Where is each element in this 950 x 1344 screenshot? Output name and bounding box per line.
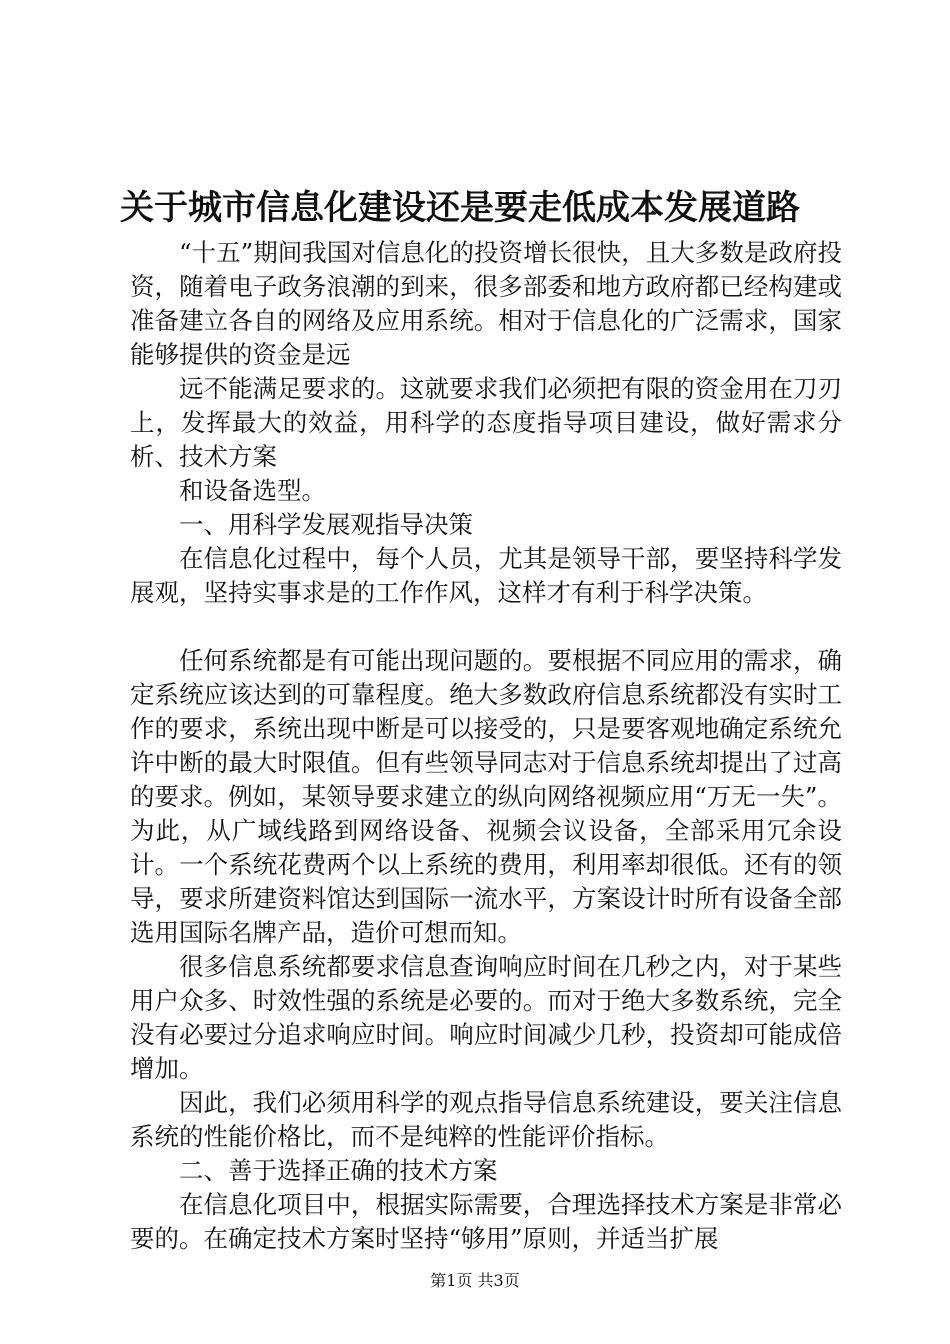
- page-footer: 第1页 共3页: [430, 1271, 520, 1290]
- paragraph-tech-solution: 在信息化项目中，根据实际需要，合理选择技术方案是非常必要的。在确定技术方案时坚持“够用”原则，并适当扩展: [130, 1190, 842, 1253]
- document-title: 关于城市信息化建设还是要走低成本发展道路: [120, 188, 800, 228]
- paragraph-response-time: 很多信息系统都要求信息查询响应时间在几秒之内，对于某些用户众多、时效性强的系统是必要的。而对于绝大多数系统，完全没有必要过分追求响应时间。响应时间减少几秒，投资却可能成倍增加。: [130, 952, 842, 1083]
- paragraph-conclusion: 因此，我们必须用科学的观点指导信息系统建设，要关注信息系统的性能价格比，而不是纯粹的性能评价指标。: [130, 1088, 842, 1151]
- paragraph-reliability: 任何系统都是有可能出现问题的。要根据不同应用的需求，确定系统应该达到的可靠程度。绝大多数政府信息系统都没有实时工作的要求，系统出现中断是可以接受的，只是要客观地确定系统允许中断的最大时限值。但有些领导同志对于信息系统却提出了过高的要求。例如，某领导要求建立的纵向网络视频应用“万无一失”。为此，从广域线路到网络设备、视频会议设备，全部采用冗余设计。一个系统花费两个以上系统的费用，利用率却很低。还有的领导，要求所建资料馆达到国际一流水平，方案设计时所有设备全部选用国际名牌产品，造价可想而知。: [130, 646, 842, 947]
- paragraph-continuation: 远不能满足要求的。这就要求我们必须把有限的资金用在刀刃上，发挥最大的效益，用科学的态度指导项目建设，做好需求分析、技术方案: [130, 374, 842, 471]
- paragraph-fragment: 和设备选型。: [179, 476, 326, 505]
- paragraph-intro: “十五”期间我国对信息化的投资增长很快，且大多数是政府投资，随着电子政务浪潮的到来，很多部委和地方政府都已经构建或准备建立各自的网络及应用系统。相对于信息化的广泛需求，国家能够提供的资金是远: [130, 238, 842, 369]
- document-body: [130, 236, 842, 1256]
- section-heading-1: 一、用科学发展观指导决策: [179, 510, 473, 539]
- section-heading-2: 二、善于选择正确的技术方案: [179, 1156, 498, 1185]
- paragraph-leadership: 在信息化过程中，每个人员，尤其是领导干部，要坚持科学发展观，坚持实事求是的工作作风，这样才有利于科学决策。: [130, 544, 842, 607]
